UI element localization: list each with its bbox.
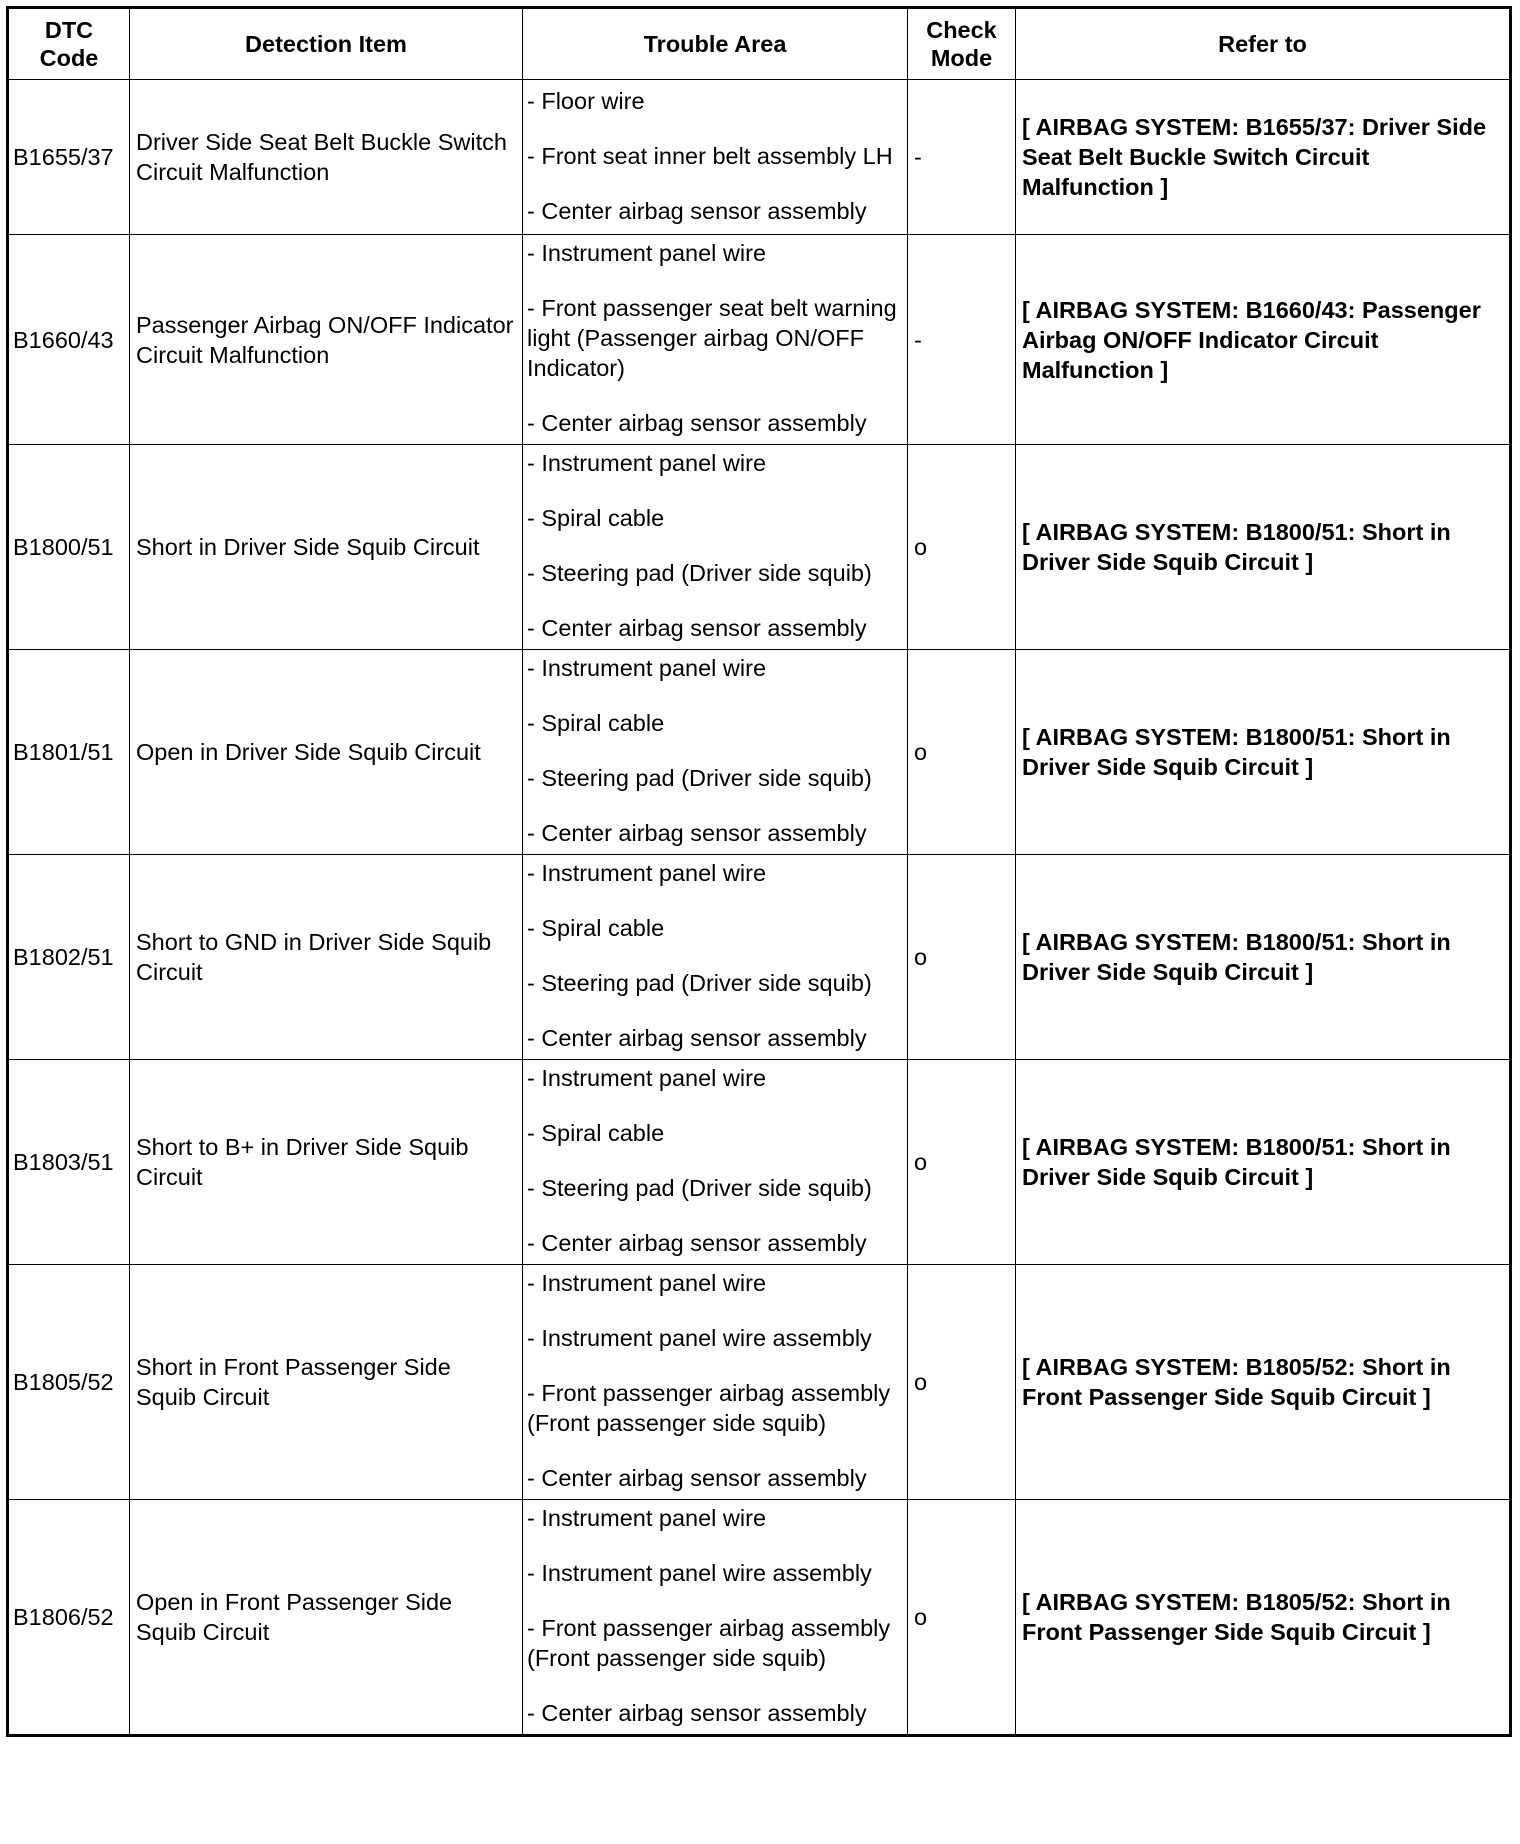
trouble-area-item: - Center airbag sensor assembly [527, 820, 867, 846]
trouble-area-list [527, 650, 903, 854]
dtc-code-cell: B1805/52 [8, 1265, 130, 1500]
header-check-mode [908, 8, 1016, 80]
detection-item-cell: Short to GND in Driver Side Squib Circuit [130, 855, 523, 1060]
trouble-area-cell [523, 80, 908, 235]
trouble-area-item: - Instrument panel wire [527, 450, 767, 476]
refer-to-link[interactable]: [ AIRBAG SYSTEM: B1800/51: Short in Driver Side Squib Circuit ] [1016, 1060, 1511, 1265]
dtc-code-cell: B1660/43 [8, 235, 130, 445]
trouble-area-cell [523, 1500, 908, 1736]
trouble-area-list [527, 1060, 903, 1264]
check-mode-cell: o [908, 1060, 1016, 1265]
trouble-area-item: - Instrument panel wire [527, 655, 767, 681]
trouble-area-item: - Front passenger airbag assembly (Front passenger side squib) [527, 1615, 891, 1671]
header-refer-to: Refer to [1016, 8, 1511, 80]
header-dtc-code-line2: Code [39, 45, 99, 71]
refer-to-link[interactable]: [ AIRBAG SYSTEM: B1655/37: Driver Side Seat Belt Buckle Switch Circuit Malfunction ] [1016, 80, 1511, 235]
trouble-area-list [527, 1265, 903, 1499]
trouble-area-list [527, 855, 903, 1059]
dtc-code-cell: B1801/51 [8, 650, 130, 855]
trouble-area-list [527, 235, 903, 444]
trouble-area-item: - Center airbag sensor assembly [527, 410, 867, 436]
trouble-area-item: - Center airbag sensor assembly [527, 615, 867, 641]
table-row [8, 1265, 1511, 1500]
trouble-area-cell [523, 1265, 908, 1500]
trouble-area-item: - Instrument panel wire [527, 240, 767, 266]
trouble-area-cell [523, 235, 908, 445]
header-check-mode-line1: Check [926, 17, 997, 43]
check-mode-cell: o [908, 445, 1016, 650]
header-check-mode-line2: Mode [930, 45, 993, 71]
table-body [8, 80, 1511, 1736]
trouble-area-item: - Steering pad (Driver side squib) [527, 1175, 872, 1201]
check-mode-cell: o [908, 650, 1016, 855]
trouble-area-item: - Spiral cable [527, 1120, 665, 1146]
refer-to-link[interactable]: [ AIRBAG SYSTEM: B1660/43: Passenger Airbag ON/OFF Indicator Circuit Malfunction ] [1016, 235, 1511, 445]
check-mode-cell: - [908, 80, 1016, 235]
dtc-table [6, 6, 1512, 1737]
trouble-area-item: - Floor wire [527, 87, 645, 114]
trouble-area-item: - Instrument panel wire assembly [527, 1560, 872, 1586]
dtc-code-cell: B1800/51 [8, 445, 130, 650]
check-mode-cell: o [908, 855, 1016, 1060]
check-mode-cell: o [908, 1500, 1016, 1736]
trouble-area-item: - Instrument panel wire [527, 1270, 767, 1296]
trouble-area-item: - Center airbag sensor assembly [527, 1230, 867, 1256]
check-mode-cell: o [908, 1265, 1016, 1500]
header-dtc-code [8, 8, 130, 80]
dtc-code-cell: B1806/52 [8, 1500, 130, 1736]
trouble-area-cell [523, 855, 908, 1060]
trouble-area-item: - Instrument panel wire assembly [527, 1325, 872, 1351]
trouble-area-item: - Instrument panel wire [527, 1505, 767, 1531]
detection-item-cell: Open in Driver Side Squib Circuit [130, 650, 523, 855]
detection-item-cell: Short to B+ in Driver Side Squib Circuit [130, 1060, 523, 1265]
dtc-code-cell: B1655/37 [8, 80, 130, 235]
trouble-area-item: - Spiral cable [527, 915, 665, 941]
detection-item-cell: Short in Driver Side Squib Circuit [130, 445, 523, 650]
trouble-area-item: - Steering pad (Driver side squib) [527, 970, 872, 996]
trouble-area-list [527, 83, 903, 232]
header-trouble-area: Trouble Area [523, 8, 908, 80]
trouble-area-list [527, 445, 903, 649]
trouble-area-item: - Instrument panel wire [527, 860, 767, 886]
table-row [8, 235, 1511, 445]
trouble-area-cell [523, 1060, 908, 1265]
trouble-area-cell [523, 445, 908, 650]
trouble-area-item: - Center airbag sensor assembly [527, 1025, 867, 1051]
trouble-area-item: - Steering pad (Driver side squib) [527, 560, 872, 586]
trouble-area-item: - Steering pad (Driver side squib) [527, 765, 872, 791]
table-row [8, 445, 1511, 650]
table-row [8, 80, 1511, 235]
table-row [8, 650, 1511, 855]
trouble-area-item: - Center airbag sensor assembly [527, 1700, 867, 1726]
detection-item-cell: Short in Front Passenger Side Squib Circuit [130, 1265, 523, 1500]
header-dtc-code-line1: DTC [44, 17, 94, 43]
detection-item-cell: Passenger Airbag ON/OFF Indicator Circuit Malfunction [130, 235, 523, 445]
trouble-area-item: - Center airbag sensor assembly [527, 1465, 867, 1491]
trouble-area-item: - Spiral cable [527, 505, 665, 531]
check-mode-cell: - [908, 235, 1016, 445]
table-row [8, 1500, 1511, 1736]
trouble-area-item: - Front passenger seat belt warning light (Passenger airbag ON/OFF Indicator) [527, 295, 897, 381]
table-header [8, 8, 1511, 80]
header-detection-item: Detection Item [130, 8, 523, 80]
refer-to-link[interactable]: [ AIRBAG SYSTEM: B1800/51: Short in Driver Side Squib Circuit ] [1016, 650, 1511, 855]
dtc-code-cell: B1802/51 [8, 855, 130, 1060]
trouble-area-list [527, 1500, 903, 1734]
refer-to-link[interactable]: [ AIRBAG SYSTEM: B1805/52: Short in Front Passenger Side Squib Circuit ] [1016, 1500, 1511, 1736]
trouble-area-item: - Instrument panel wire [527, 1065, 767, 1091]
trouble-area-item: - Front passenger airbag assembly (Front passenger side squib) [527, 1380, 891, 1436]
trouble-area-item: - Spiral cable [527, 710, 665, 736]
refer-to-link[interactable]: [ AIRBAG SYSTEM: B1800/51: Short in Driver Side Squib Circuit ] [1016, 855, 1511, 1060]
refer-to-link[interactable]: [ AIRBAG SYSTEM: B1800/51: Short in Driver Side Squib Circuit ] [1016, 445, 1511, 650]
table-row [8, 855, 1511, 1060]
table-row [8, 1060, 1511, 1265]
refer-to-link[interactable]: [ AIRBAG SYSTEM: B1805/52: Short in Front Passenger Side Squib Circuit ] [1016, 1265, 1511, 1500]
detection-item-cell: Driver Side Seat Belt Buckle Switch Circuit Malfunction [130, 80, 523, 235]
trouble-area-item: - Front seat inner belt assembly LH [527, 142, 893, 169]
trouble-area-cell [523, 650, 908, 855]
header-row [8, 8, 1511, 80]
dtc-code-cell: B1803/51 [8, 1060, 130, 1265]
detection-item-cell: Open in Front Passenger Side Squib Circuit [130, 1500, 523, 1736]
trouble-area-item: - Center airbag sensor assembly [527, 197, 867, 224]
